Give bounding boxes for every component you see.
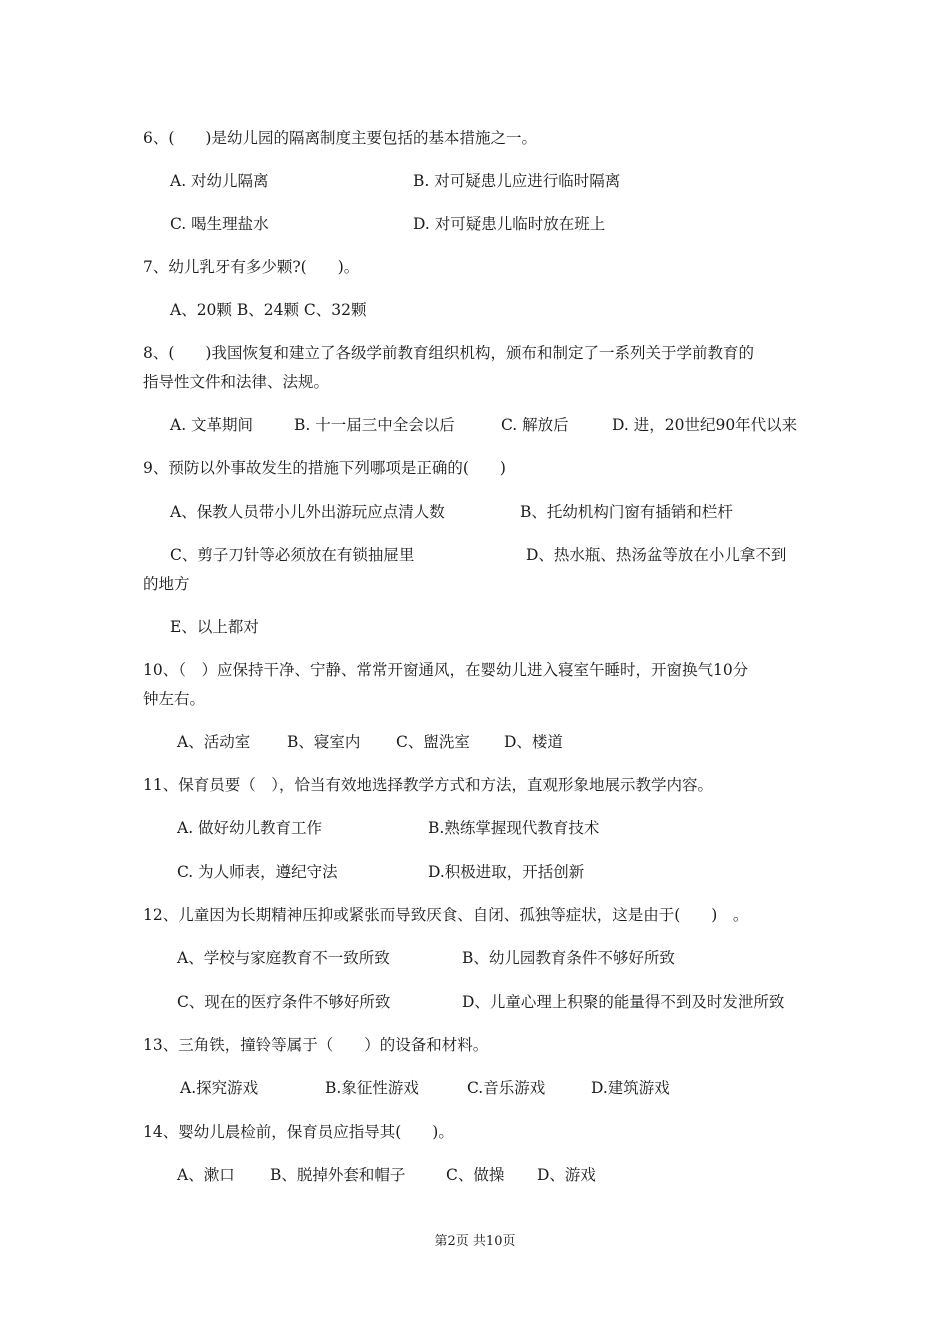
q10-continuation: 钟左右。 xyxy=(143,690,206,708)
question-12: 12、儿童因为长期精神压抑或紧张而导致厌食、自闭、孤独等症状，这是由于( ) 。 xyxy=(143,906,749,924)
q13-option-a: A.探究游戏 xyxy=(180,1079,259,1097)
q9-option-a: A、保教人员带小儿外出游玩应点清人数 xyxy=(170,503,445,521)
q11-option-b: B.熟练掌握现代教育技术 xyxy=(428,819,600,837)
q13-option-b: B.象征性游戏 xyxy=(325,1079,419,1097)
question-6: 6、( )是幼儿园的隔离制度主要包括的基本措施之一。 xyxy=(143,129,537,147)
q8-option-c: C. 解放后 xyxy=(501,416,569,434)
q11-option-d: D.积极进取，开括创新 xyxy=(428,863,585,881)
q9-option-c: C、剪子刀针等必须放在有锁抽屉里 xyxy=(170,546,415,564)
q14-option-c: C、做操 xyxy=(446,1166,505,1184)
q6-option-d: D. 对可疑患儿临时放在班上 xyxy=(413,215,606,233)
q14-option-a: A、漱口 xyxy=(177,1166,235,1184)
question-7: 7、幼儿乳牙有多少颗?( )。 xyxy=(143,258,360,276)
q9-option-d: D、热水瓶、热汤盆等放在小儿拿不到 xyxy=(526,546,787,564)
q6-option-b: B. 对可疑患儿应进行临时隔离 xyxy=(413,172,621,190)
q13-option-d: D.建筑游戏 xyxy=(591,1079,670,1097)
q9-option-b: B、托幼机构门窗有插销和栏杆 xyxy=(520,503,733,521)
q12-option-b: B、幼儿园教育条件不够好所致 xyxy=(462,949,675,967)
q7-options: A、20颗 B、24颗 C、32颗 xyxy=(170,301,367,319)
q6-option-a: A. 对幼儿隔离 xyxy=(170,172,269,190)
question-8: 8、( )我国恢复和建立了各级学前教育组织机构，颁布和制定了一系列关于学前教育的 xyxy=(143,344,754,362)
q12-option-a: A、学校与家庭教育不一致所致 xyxy=(177,949,390,967)
question-13: 13、三角铁，撞铃等属于（ ）的设备和材料。 xyxy=(143,1036,489,1054)
q8-option-b: B. 十一届三中全会以后 xyxy=(294,416,455,434)
q8-option-a: A. 文革期间 xyxy=(170,416,254,434)
q11-option-c: C. 为人师表，遵纪守法 xyxy=(177,863,338,881)
q14-option-b: B、脱掉外套和帽子 xyxy=(270,1166,406,1184)
q9-continuation: 的地方 xyxy=(143,575,190,593)
q11-option-a: A. 做好幼儿教育工作 xyxy=(177,819,323,837)
page-footer: 第2页 共10页 xyxy=(434,1234,516,1249)
q12-option-d: D、儿童心理上积聚的能量得不到及时发泄所致 xyxy=(462,993,785,1011)
q10-option-c: C、盥洗室 xyxy=(396,733,470,751)
q8-option-d: D. 进，20世纪90年代以来 xyxy=(612,416,798,434)
question-11: 11、保育员要（ ），恰当有效地选择教学方式和方法，直观形象地展示教学内容。 xyxy=(143,776,713,794)
question-10: 10、（ ）应保持干净、宁静、常常开窗通风，在婴幼儿进入寝室午睡时，开窗换气10分 xyxy=(143,661,749,679)
q10-option-d: D、楼道 xyxy=(504,733,563,751)
q10-option-a: A、活动室 xyxy=(177,733,251,751)
q12-option-c: C、现在的医疗条件不够好所致 xyxy=(177,993,391,1011)
q13-option-c: C.音乐游戏 xyxy=(467,1079,546,1097)
question-9: 9、预防以外事故发生的措施下列哪项是正确的( ) xyxy=(143,459,506,477)
q9-option-e: E、以上都对 xyxy=(170,618,259,636)
question-14: 14、婴幼儿晨检前，保育员应指导其( )。 xyxy=(143,1123,454,1141)
q10-option-b: B、寝室内 xyxy=(287,733,361,751)
q14-option-d: D、游戏 xyxy=(537,1166,596,1184)
q8-continuation: 指导性文件和法律、法规。 xyxy=(143,373,330,391)
q6-option-c: C. 喝生理盐水 xyxy=(170,215,269,233)
